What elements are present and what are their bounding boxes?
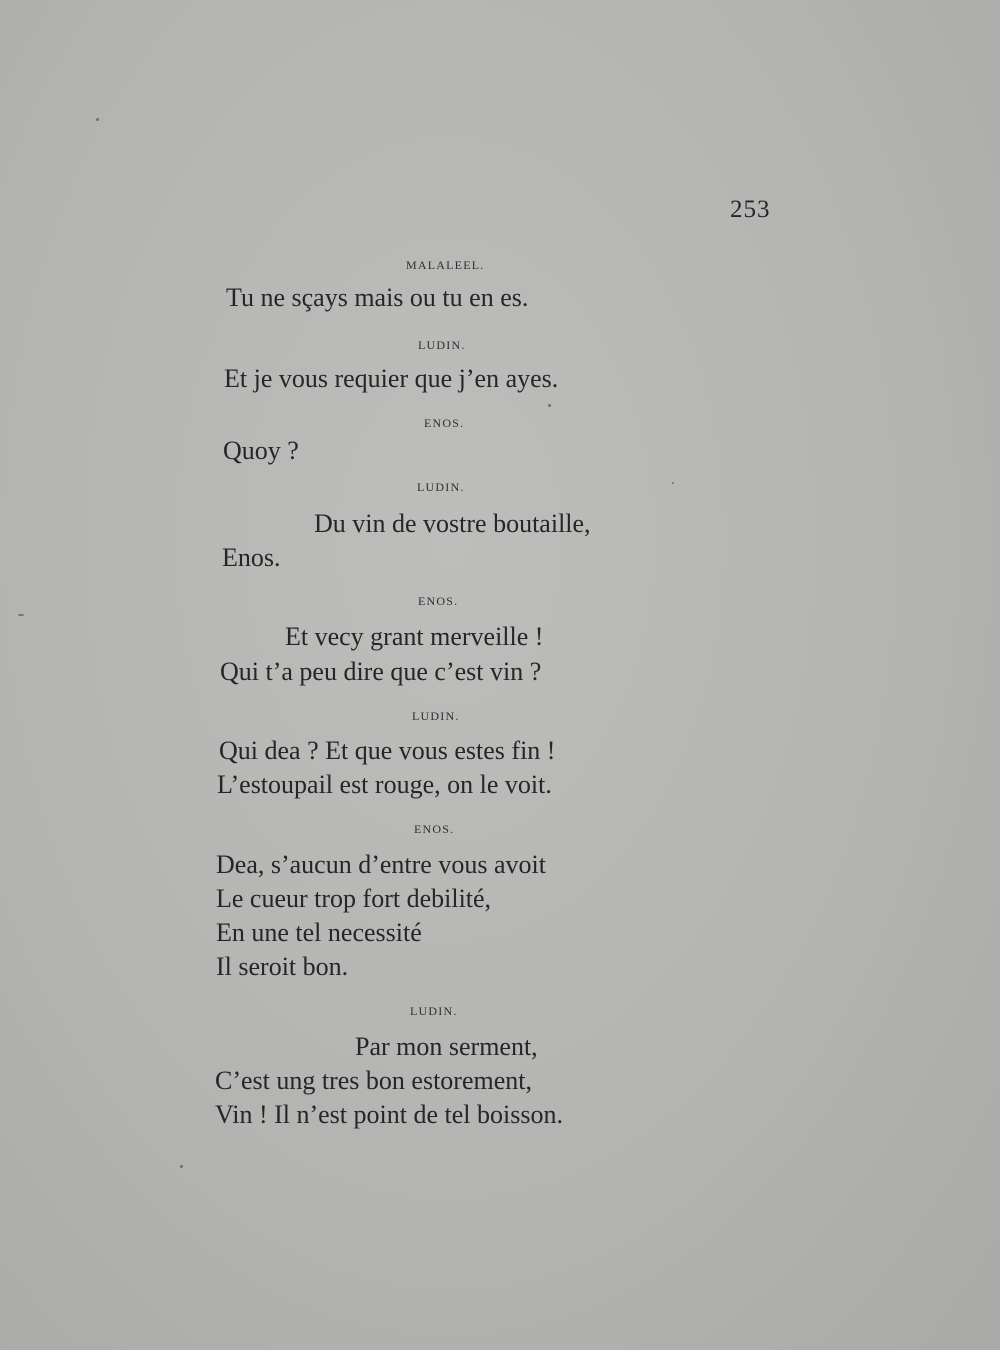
paper-speck xyxy=(180,1165,183,1168)
speaker-name: LUDIN. xyxy=(410,1004,458,1018)
verse-line: Dea, s’aucun d’entre vous avoit xyxy=(216,850,546,879)
speaker-name: ENOS. xyxy=(418,594,459,608)
speaker-name: LUDIN. xyxy=(412,709,460,723)
speaker-name: ENOS. xyxy=(424,416,465,430)
verse-line: Du vin de vostre boutaille, xyxy=(314,509,591,538)
verse-line: Le cueur trop fort debilité, xyxy=(216,884,492,913)
verse-line: Il seroit bon. xyxy=(216,952,349,981)
verse-line: Qui t’a peu dire que c’est vin ? xyxy=(220,657,542,686)
page-number: 253 xyxy=(730,196,771,223)
paper-speck xyxy=(96,118,99,121)
verse-line: Quoy ? xyxy=(223,436,299,465)
verse-line: Par mon serment, xyxy=(355,1032,538,1061)
verse-line: Vin ! Il n’est point de tel boisson. xyxy=(215,1100,563,1129)
speaker-name: LUDIN. xyxy=(417,480,465,494)
speaker-name: ENOS. xyxy=(414,822,455,836)
verse-line: Et vecy grant merveille ! xyxy=(285,622,544,651)
verse-line: En une tel necessité xyxy=(216,918,422,947)
verse-line: L’estoupail est rouge, on le voit. xyxy=(217,770,552,799)
verse-line: C’est ung tres bon estorement, xyxy=(215,1066,532,1095)
verse-line: Tu ne sçays mais ou tu en es. xyxy=(226,283,529,312)
verse-line: Enos. xyxy=(222,543,281,572)
speaker-name: MALALEEL. xyxy=(406,258,485,272)
verse-line: Qui dea ? Et que vous estes fin ! xyxy=(219,736,556,765)
paper-speck xyxy=(672,482,674,484)
paper-speck xyxy=(18,614,24,616)
verse-line: Et je vous requier que j’en ayes. xyxy=(224,364,559,393)
speaker-name: LUDIN. xyxy=(418,338,466,352)
paper-speck xyxy=(548,404,551,407)
